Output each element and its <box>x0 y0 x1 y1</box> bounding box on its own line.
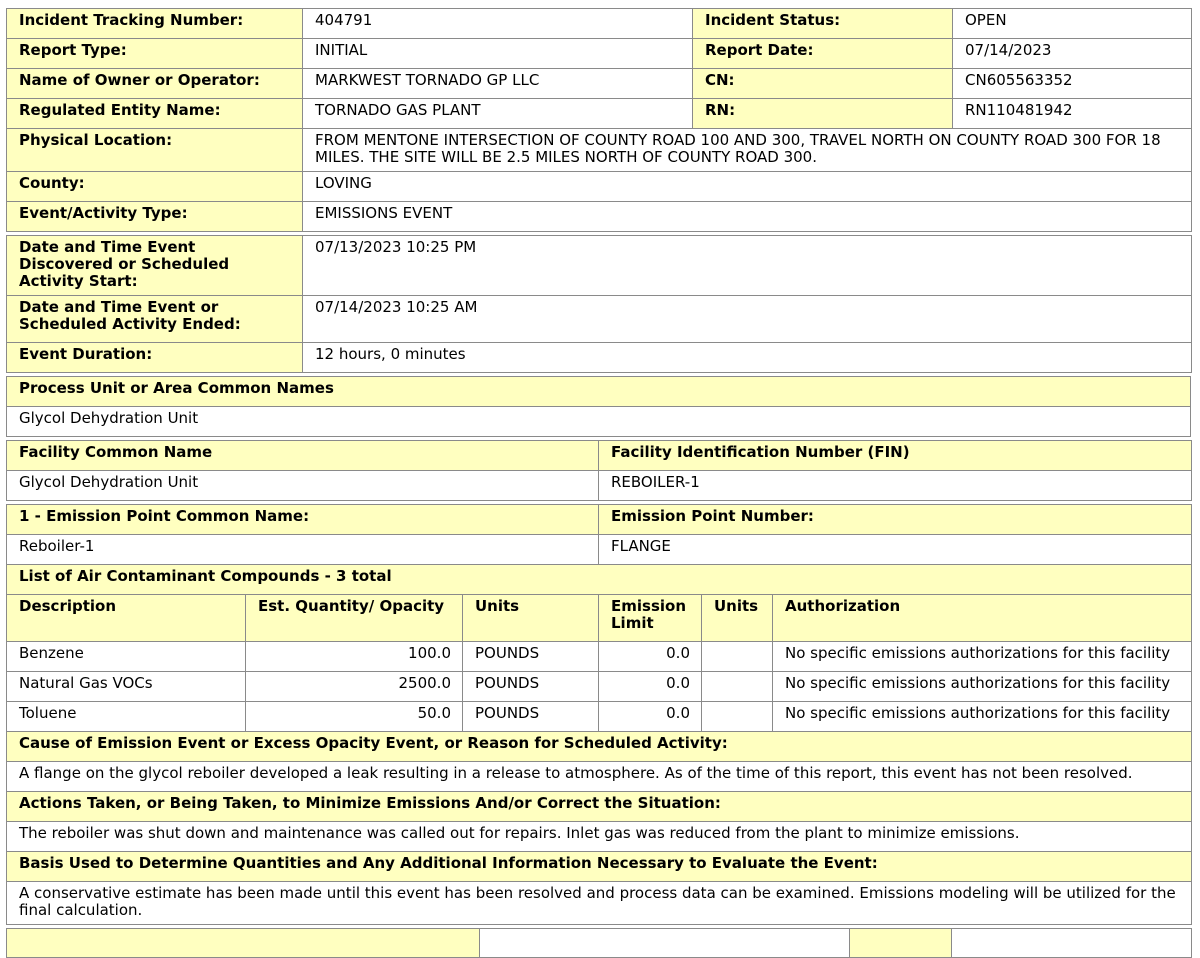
compound-limit: 0.0 <box>599 642 702 672</box>
compound-quantity: 50.0 <box>246 702 463 732</box>
rn-value: RN110481942 <box>953 99 1192 129</box>
basis-value: A conservative estimate has been made until this event has been resolved and process data can be examined. Emissions modeling will be utilized for the final calculation. <box>7 882 1192 925</box>
table-row <box>7 702 1192 732</box>
actions-value: The reboiler was shut down and maintenance was called out for repairs. Inlet gas was reduced from the plant to minimize emissions. <box>7 822 1192 852</box>
owner-label: Name of Owner or Operator: <box>7 69 303 99</box>
location-value: FROM MENTONE INTERSECTION OF COUNTY ROAD 100 AND 300, TRAVEL NORTH ON COUNTY ROAD 300 FOR 18 MILES. THE SITE WILL BE 2.5 MILES NORTH OF COUNTY ROAD 300. <box>303 129 1192 172</box>
report-date-value: 07/14/2023 <box>953 39 1192 69</box>
fin-value: REBOILER-1 <box>599 471 1192 501</box>
table-row <box>7 929 1192 958</box>
compound-limit-units <box>702 702 773 732</box>
table-row <box>7 9 1192 39</box>
emission-point-name-header: 1 - Emission Point Common Name: <box>7 505 599 535</box>
start-time-value: 07/13/2023 10:25 PM <box>303 236 1192 296</box>
next-section-cell <box>7 929 480 958</box>
table-row <box>7 39 1192 69</box>
entity-name-label: Regulated Entity Name: <box>7 99 303 129</box>
table-row <box>7 732 1192 762</box>
process-unit-header: Process Unit or Area Common Names <box>7 377 1191 407</box>
table-row <box>7 407 1191 437</box>
table-row <box>7 672 1192 702</box>
table-row <box>7 343 1192 373</box>
table-row <box>7 296 1192 343</box>
compound-quantity: 100.0 <box>246 642 463 672</box>
process-unit-table <box>6 376 1191 437</box>
emission-point-number-header: Emission Point Number: <box>599 505 1192 535</box>
table-row <box>7 69 1192 99</box>
compounds-header: List of Air Contaminant Compounds - 3 total <box>7 565 1192 595</box>
compounds-column-headers <box>7 595 1192 642</box>
report-type-value: INITIAL <box>303 39 693 69</box>
tracking-number-value: 404791 <box>303 9 693 39</box>
start-time-label: Date and Time Event Discovered or Scheduled Activity Start: <box>7 236 303 296</box>
duration-value: 12 hours, 0 minutes <box>303 343 1192 373</box>
table-row <box>7 822 1192 852</box>
compound-authorization: No specific emissions authorizations for this facility <box>773 642 1192 672</box>
tracking-number-label: Incident Tracking Number: <box>7 9 303 39</box>
next-section-cell <box>850 929 952 958</box>
table-row <box>7 202 1192 232</box>
rn-label: RN: <box>693 99 953 129</box>
basis-header: Basis Used to Determine Quantities and Any Additional Information Necessary to Evaluate the Event: <box>7 852 1192 882</box>
facility-name-header: Facility Common Name <box>7 441 599 471</box>
fin-header: Facility Identification Number (FIN) <box>599 441 1192 471</box>
column-header-authorization: Authorization <box>773 595 1192 642</box>
emission-point-table <box>6 504 1192 925</box>
report-type-label: Report Type: <box>7 39 303 69</box>
column-header-emission-limit: Emission Limit <box>599 595 702 642</box>
entity-name-value: TORNADO GAS PLANT <box>303 99 693 129</box>
next-section-cell <box>952 929 1192 958</box>
compound-units: POUNDS <box>463 642 599 672</box>
column-header-units: Units <box>463 595 599 642</box>
compound-quantity: 2500.0 <box>246 672 463 702</box>
event-type-label: Event/Activity Type: <box>7 202 303 232</box>
emission-point-name-value: Reboiler-1 <box>7 535 599 565</box>
incident-status-label: Incident Status: <box>693 9 953 39</box>
compound-limit: 0.0 <box>599 672 702 702</box>
table-row <box>7 172 1192 202</box>
end-time-label: Date and Time Event or Scheduled Activity Ended: <box>7 296 303 343</box>
end-time-value: 07/14/2023 10:25 AM <box>303 296 1192 343</box>
table-row <box>7 762 1192 792</box>
column-header-quantity: Est. Quantity/ Opacity <box>246 595 463 642</box>
facility-name-value: Glycol Dehydration Unit <box>7 471 599 501</box>
table-row <box>7 471 1192 501</box>
county-label: County: <box>7 172 303 202</box>
cause-value: A flange on the glycol reboiler developed a leak resulting in a release to atmosphere. As of the time of this report, this event has not been resolved. <box>7 762 1192 792</box>
process-unit-value: Glycol Dehydration Unit <box>7 407 1191 437</box>
table-row <box>7 236 1192 296</box>
table-row <box>7 129 1192 172</box>
location-label: Physical Location: <box>7 129 303 172</box>
compound-description: Toluene <box>7 702 246 732</box>
column-header-description: Description <box>7 595 246 642</box>
emission-point-number-value: FLANGE <box>599 535 1192 565</box>
table-row <box>7 852 1192 882</box>
cn-value: CN605563352 <box>953 69 1192 99</box>
county-value: LOVING <box>303 172 1192 202</box>
compound-limit: 0.0 <box>599 702 702 732</box>
table-row <box>7 535 1192 565</box>
compound-units: POUNDS <box>463 702 599 732</box>
next-section-cell <box>480 929 850 958</box>
table-row <box>7 792 1192 822</box>
column-header-limit-units: Units <box>702 595 773 642</box>
table-row <box>7 505 1192 535</box>
incident-status-value: OPEN <box>953 9 1192 39</box>
compound-authorization: No specific emissions authorizations for this facility <box>773 672 1192 702</box>
facility-table <box>6 440 1192 501</box>
compound-limit-units <box>702 672 773 702</box>
duration-label: Event Duration: <box>7 343 303 373</box>
table-row <box>7 377 1191 407</box>
table-row <box>7 565 1192 595</box>
table-row <box>7 441 1192 471</box>
cn-label: CN: <box>693 69 953 99</box>
actions-header: Actions Taken, or Being Taken, to Minimize Emissions And/or Correct the Situation: <box>7 792 1192 822</box>
event-type-value: EMISSIONS EVENT <box>303 202 1192 232</box>
next-section-table <box>6 928 1192 958</box>
compound-description: Benzene <box>7 642 246 672</box>
compound-limit-units <box>702 642 773 672</box>
compound-authorization: No specific emissions authorizations for this facility <box>773 702 1192 732</box>
owner-value: MARKWEST TORNADO GP LLC <box>303 69 693 99</box>
table-row <box>7 642 1192 672</box>
report-date-label: Report Date: <box>693 39 953 69</box>
compound-units: POUNDS <box>463 672 599 702</box>
cause-header: Cause of Emission Event or Excess Opacity Event, or Reason for Scheduled Activity: <box>7 732 1192 762</box>
table-row <box>7 99 1192 129</box>
incident-report <box>6 8 1191 958</box>
timing-table <box>6 235 1192 373</box>
incident-info-table <box>6 8 1192 232</box>
table-row <box>7 882 1192 925</box>
compound-description: Natural Gas VOCs <box>7 672 246 702</box>
